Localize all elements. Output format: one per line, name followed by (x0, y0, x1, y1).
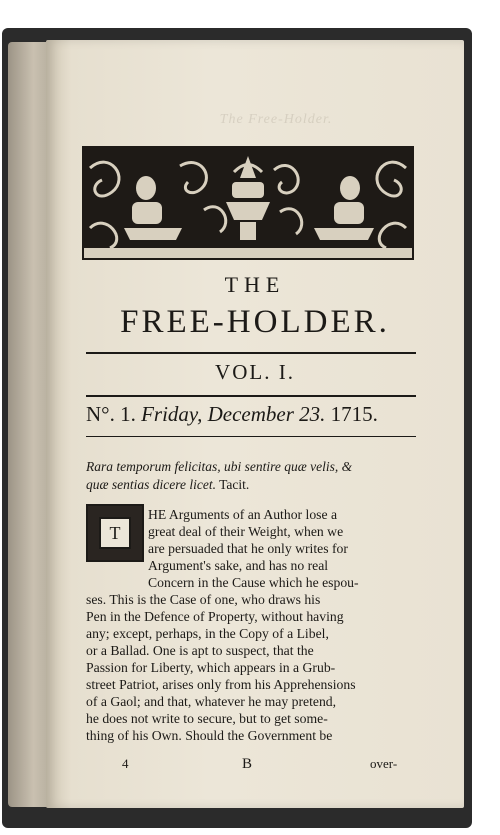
title-rule (86, 352, 416, 354)
motto-attribution: Tacit. (219, 477, 250, 492)
body-line: or a Ballad. One is apt to suspect, that the (86, 643, 314, 658)
motto-line-2: quæ sentias dicere licet. (86, 477, 216, 492)
page-title: FREE-HOLDER. (120, 304, 390, 340)
body-line: of a Gaol; and that, whatever he may pretend, (86, 694, 337, 709)
body-line: Passion for Liberty, which appears in a Grub- (86, 660, 336, 675)
body-line: are persuaded that he only writes for (148, 541, 348, 556)
issue-line (86, 402, 416, 427)
body-line: Pen in the Defence of Property, without having (86, 609, 344, 624)
volume-rule (86, 395, 416, 397)
motto-line-1: Rara temporum felicitas, ubi sentire quæ velis, & (86, 459, 353, 474)
body-line: ses. This is the Case of one, who draws his (86, 592, 321, 607)
title-page (46, 40, 464, 808)
body-line: any; except, perhaps, in the Copy of a Libel, (86, 626, 329, 641)
body-line: street Patriot, arises only from his Apprehensions (86, 677, 356, 692)
issue-year: 1715. (330, 402, 378, 426)
body-line: Concern in the Cause which he espou- (148, 575, 359, 590)
body-line: Argument's sake, and has no real (148, 558, 329, 573)
volume-label: VOL. I. (215, 360, 295, 384)
page-mark: 4 (122, 756, 129, 771)
body-line: he does not write to secure, but to get some- (86, 711, 328, 726)
signature-letter: B (242, 756, 253, 772)
body-line: great deal of their Weight, when we (148, 524, 344, 539)
issue-date: December 23. (207, 402, 326, 426)
body-line: HE Arguments of an Author lose a (148, 507, 338, 522)
woodcut-headpiece (82, 146, 414, 260)
catchword: over- (370, 756, 398, 771)
drop-cap-letter: T (99, 517, 131, 549)
motto (86, 458, 416, 494)
title-the: THE (224, 272, 286, 297)
issue-rule (86, 436, 416, 437)
issue-day: Friday, (141, 402, 203, 426)
drop-cap-ornament (86, 504, 144, 562)
issue-number: N°. 1. (86, 402, 136, 426)
body-line: thing of his Own. Should the Government be (86, 728, 333, 743)
show-through-header: The Free-Holder. (219, 112, 333, 127)
headpiece-ornament-icon (84, 148, 412, 258)
book (2, 20, 478, 830)
